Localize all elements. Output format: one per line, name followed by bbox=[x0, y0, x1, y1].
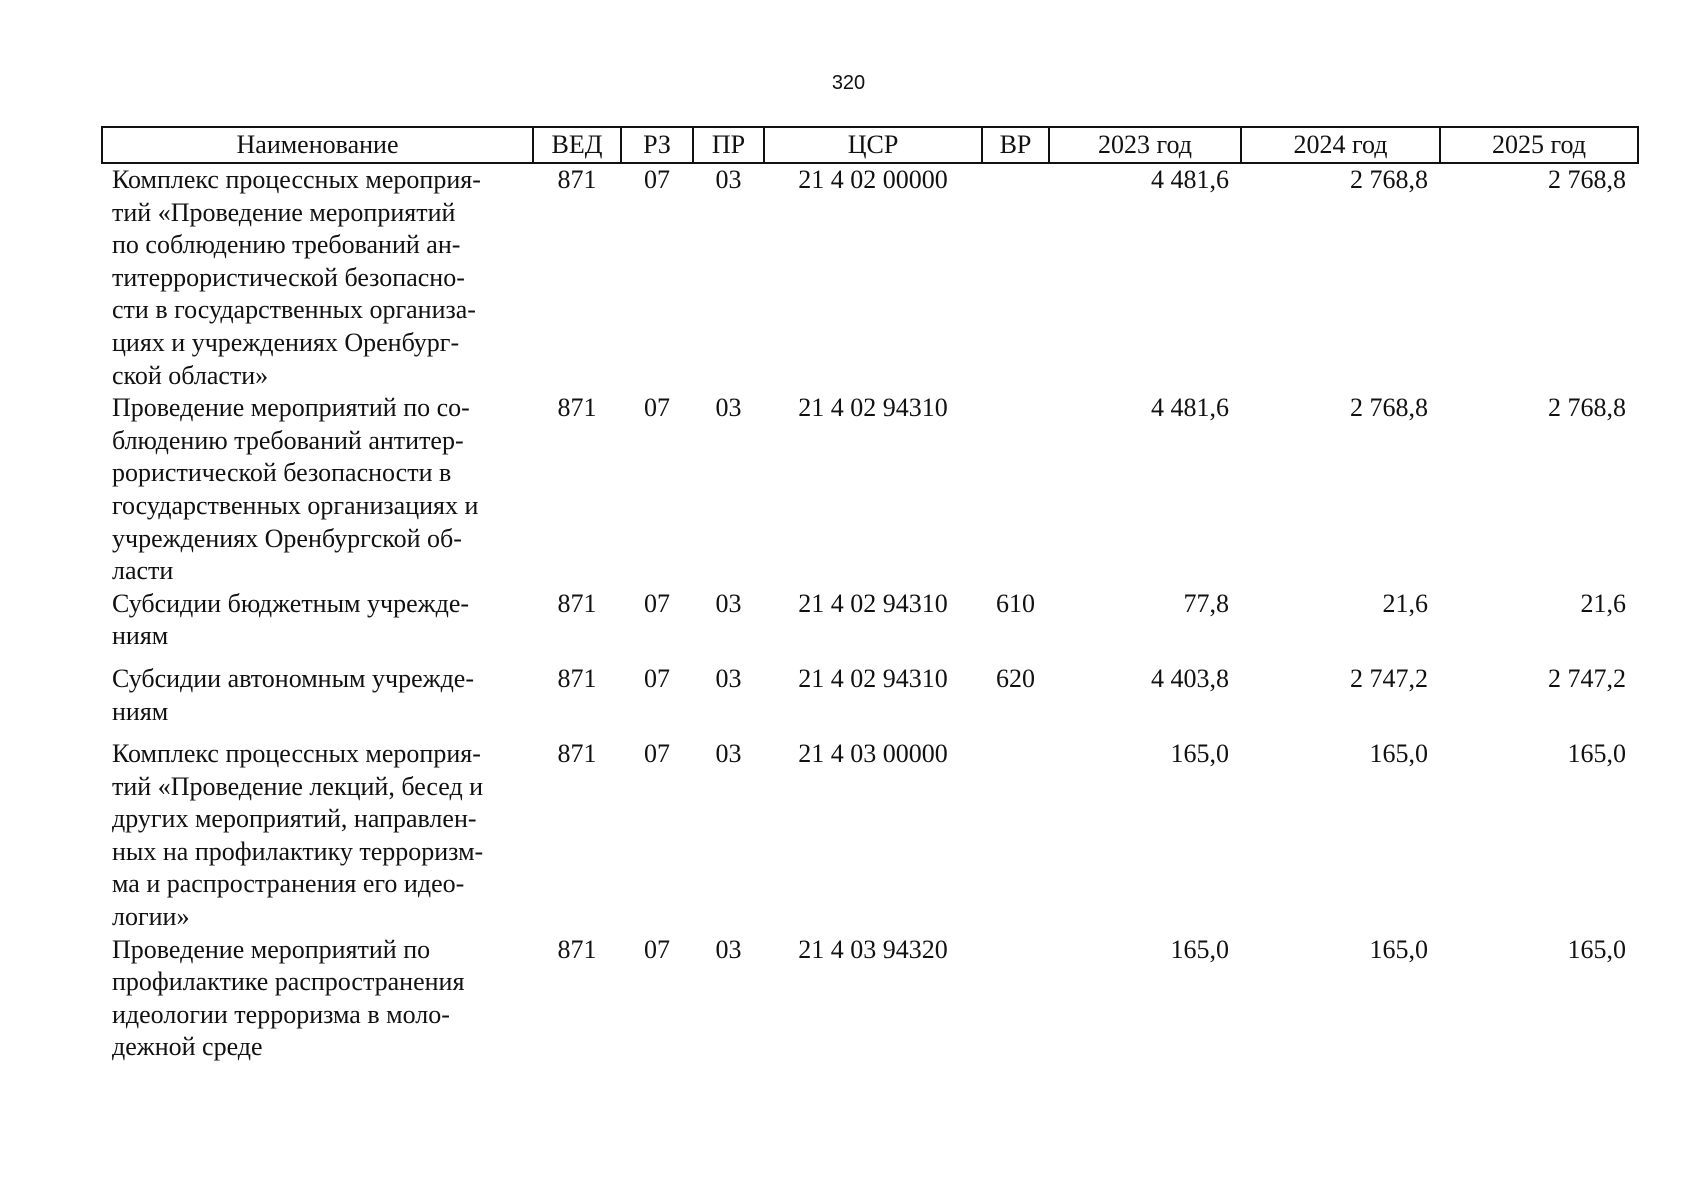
row-vr bbox=[982, 738, 1049, 934]
table-row bbox=[102, 588, 1638, 663]
row-name-line: по соблюдению требований ан- bbox=[112, 230, 461, 260]
row-name-line: ма и распространения его идео- bbox=[112, 869, 465, 899]
budget-table bbox=[101, 126, 1639, 1064]
row-2025: 21,6 bbox=[1580, 588, 1626, 618]
row-name-line: Проведение мероприятий по bbox=[112, 934, 431, 964]
row-2025: 165,0 bbox=[1567, 934, 1626, 964]
row-ved: 871 bbox=[557, 393, 597, 423]
row-name-line: профилактике распространения bbox=[112, 967, 465, 997]
table-row bbox=[102, 392, 1638, 588]
row-name-line: ниям bbox=[112, 696, 169, 726]
row-pr: 03 bbox=[715, 165, 742, 194]
row-rz: 07 bbox=[644, 934, 670, 964]
row-vr: 620 bbox=[996, 663, 1035, 693]
row-name-line: блюдению требований антитер- bbox=[112, 425, 464, 455]
row-name-line: ниям bbox=[112, 621, 169, 651]
row-pr: 03 bbox=[715, 393, 742, 423]
row-name-line: Проведение мероприятий по со- bbox=[112, 393, 470, 423]
row-2024: 2 768,8 bbox=[1350, 165, 1428, 194]
row-2023: 165,0 bbox=[1170, 739, 1229, 769]
row-2025: 2 768,8 bbox=[1548, 393, 1626, 423]
row-rz: 07 bbox=[644, 663, 670, 693]
row-name bbox=[102, 738, 533, 934]
row-ved: 871 bbox=[557, 588, 597, 618]
row-csr: 21 4 02 94310 bbox=[798, 393, 948, 423]
row-ved: 871 bbox=[557, 663, 597, 693]
row-name bbox=[102, 934, 533, 1064]
row-2024: 165,0 bbox=[1369, 739, 1428, 769]
table-row bbox=[102, 934, 1638, 1064]
row-name-line: ных на профилактику терроризм- bbox=[112, 836, 484, 866]
table-row bbox=[102, 163, 1638, 392]
row-name-line: Комплекс процессных мероприя- bbox=[112, 165, 481, 194]
row-2024: 2 747,2 bbox=[1350, 663, 1428, 693]
row-2023: 4 481,6 bbox=[1151, 393, 1229, 423]
row-pr: 03 bbox=[715, 934, 742, 964]
header-csr: ЦСР bbox=[764, 127, 982, 163]
header-name: Наименование bbox=[102, 127, 533, 163]
row-2023: 4 403,8 bbox=[1151, 663, 1229, 693]
table-body bbox=[102, 163, 1638, 1064]
header-rz: РЗ bbox=[621, 127, 693, 163]
row-2024: 165,0 bbox=[1369, 934, 1428, 964]
row-2025: 2 747,2 bbox=[1548, 663, 1626, 693]
header-2023: 2023 год bbox=[1049, 127, 1241, 163]
page-number: 320 bbox=[831, 72, 866, 94]
row-name-line: ласти bbox=[112, 556, 174, 586]
table-header-row bbox=[102, 127, 1638, 163]
row-vr: 610 bbox=[996, 588, 1035, 618]
header-2024: 2024 год bbox=[1241, 127, 1440, 163]
row-2023: 4 481,6 bbox=[1151, 165, 1229, 194]
row-ved: 871 bbox=[557, 934, 597, 964]
row-name-line: логии» bbox=[112, 902, 190, 932]
header-2025: 2025 год bbox=[1440, 127, 1638, 163]
row-pr: 03 bbox=[715, 739, 742, 769]
row-ved: 871 bbox=[557, 739, 597, 769]
table-row bbox=[102, 738, 1638, 934]
row-name-line: Комплекс процессных мероприя- bbox=[112, 739, 481, 769]
row-rz: 07 bbox=[644, 739, 670, 769]
row-name-line: Субсидии автономным учрежде- bbox=[112, 663, 474, 693]
row-name-line: циях и учреждениях Оренбург- bbox=[112, 327, 460, 357]
header-pr: ПР bbox=[693, 127, 764, 163]
row-vr bbox=[982, 163, 1049, 392]
row-name bbox=[102, 588, 533, 663]
row-csr: 21 4 02 94310 bbox=[798, 588, 948, 618]
row-2023: 165,0 bbox=[1170, 934, 1229, 964]
row-name-line: государственных организациях и bbox=[112, 490, 479, 520]
row-rz: 07 bbox=[644, 393, 670, 423]
row-pr: 03 bbox=[715, 588, 742, 618]
header-ved: ВЕД bbox=[533, 127, 621, 163]
row-csr: 21 4 03 94320 bbox=[798, 934, 948, 964]
row-name-line: других мероприятий, направлен- bbox=[112, 804, 477, 834]
row-rz: 07 bbox=[644, 165, 670, 194]
row-name-line: тий «Проведение мероприятий bbox=[112, 197, 456, 227]
row-csr: 21 4 02 94310 bbox=[798, 663, 948, 693]
row-ved: 871 bbox=[557, 165, 597, 194]
row-name-line: сти в государственных организа- bbox=[112, 295, 476, 325]
row-2023: 77,8 bbox=[1183, 588, 1229, 618]
row-pr: 03 bbox=[715, 663, 742, 693]
row-name-line: титеррористической безопасно- bbox=[112, 262, 465, 292]
row-name bbox=[102, 163, 533, 392]
table-row bbox=[102, 663, 1638, 738]
row-name-line: дежной среде bbox=[112, 1032, 263, 1062]
row-name-line: ской области» bbox=[112, 360, 269, 390]
row-name bbox=[102, 392, 533, 588]
row-2024: 2 768,8 bbox=[1350, 393, 1428, 423]
row-2024: 21,6 bbox=[1382, 588, 1428, 618]
row-name-line: тий «Проведение лекций, бесед и bbox=[112, 771, 484, 801]
row-2025: 2 768,8 bbox=[1548, 165, 1626, 194]
row-name-line: Субсидии бюджетным учрежде- bbox=[112, 588, 470, 618]
row-2025: 165,0 bbox=[1567, 739, 1626, 769]
row-csr: 21 4 03 00000 bbox=[798, 739, 948, 769]
row-vr bbox=[982, 392, 1049, 588]
row-name-line: идеологии терроризма в моло- bbox=[112, 999, 450, 1029]
row-name bbox=[102, 663, 533, 738]
row-name-line: учреждениях Оренбургской об- bbox=[112, 523, 462, 553]
row-name-line: рористической безопасности в bbox=[112, 458, 452, 488]
row-csr: 21 4 02 00000 bbox=[798, 165, 948, 194]
row-vr bbox=[982, 934, 1049, 1064]
row-rz: 07 bbox=[644, 588, 670, 618]
header-vr: ВР bbox=[982, 127, 1049, 163]
